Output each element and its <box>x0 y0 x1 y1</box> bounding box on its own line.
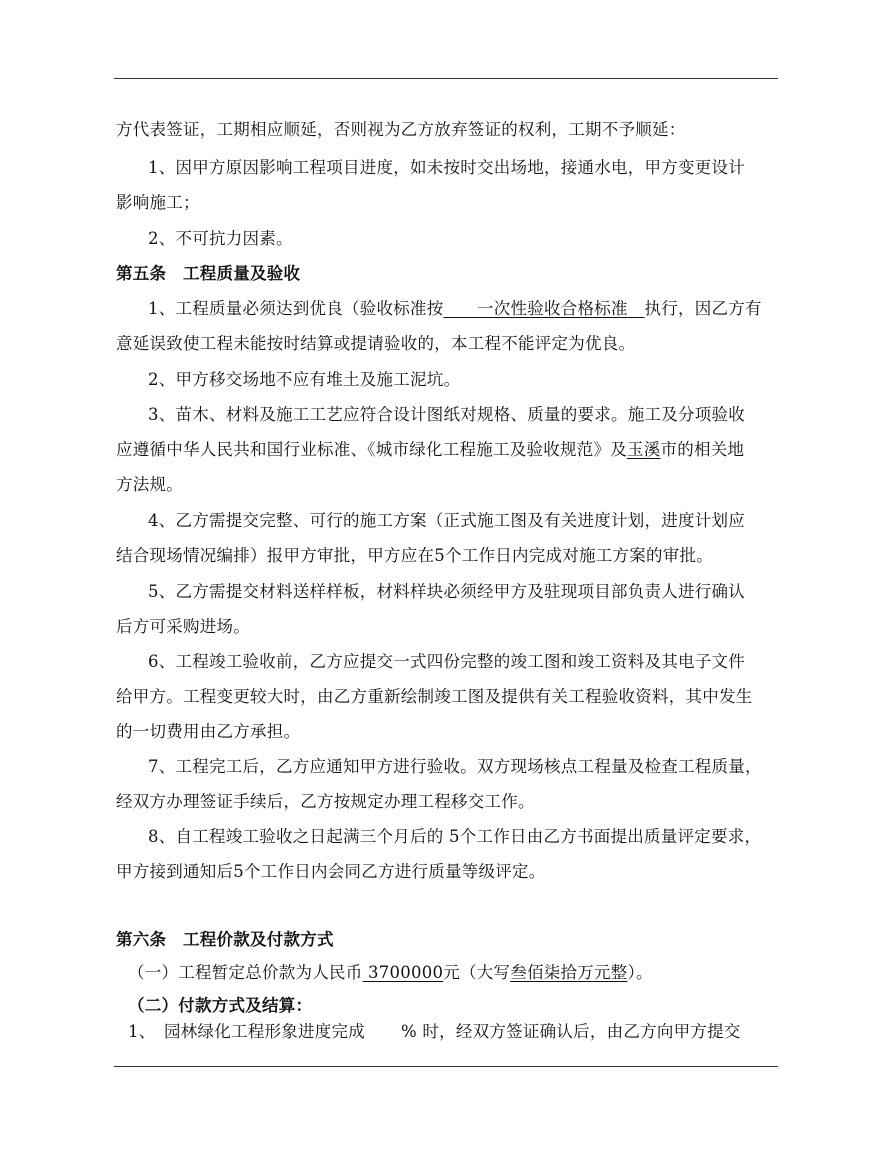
paragraph-line: 后方可采购进场。 <box>116 617 250 636</box>
paragraph-line <box>128 1022 798 1042</box>
total-price-value: 3700000 <box>368 963 444 982</box>
text-segment: 应遵循中华人民共和国行业标准、《城市绿化工程施工及验收规范》及 <box>116 440 627 459</box>
acceptance-standard-value: 一次性验收合格标准 <box>477 299 628 318</box>
text-segment: % 时，经双方签证确认后，由乙方向甲方提交 <box>401 1022 741 1041</box>
city-field: 玉溪 <box>627 440 661 459</box>
total-price-field <box>363 963 444 982</box>
text-segment: 市的相关地 <box>660 440 745 459</box>
text-segment: 1、 园林绿化工程形象进度完成 <box>128 1022 365 1041</box>
header-rule <box>114 78 778 79</box>
paragraph-line: 3、苗木、材料及施工工艺应符合设计图纸对规格、质量的要求。施工及分项验收 <box>148 405 745 424</box>
paragraph-line <box>148 299 818 319</box>
paragraph-line <box>128 963 798 983</box>
paragraph-line: 影响施工； <box>116 193 200 212</box>
paragraph-line: 方代表签证，工期相应顺延，否则视为乙方放弃签证的权利，工期不予顺延： <box>116 120 686 139</box>
acceptance-standard-field <box>444 299 645 318</box>
section-heading-6: 第六条 工程价款及付款方式 <box>116 930 334 949</box>
total-price-words-field: 叁佰柒拾万元整 <box>510 963 628 982</box>
paragraph-line: 意延误致使工程未能按时结算或提请验收的，本工程不能评定为优良。 <box>116 334 636 353</box>
text-segment: ）。 <box>627 963 653 982</box>
paragraph-line: 方法规。 <box>116 475 183 494</box>
paragraph-line: 经双方办理签证手续后，乙方按规定办理工程移交工作。 <box>116 792 535 811</box>
paragraph-line: 甲方接到通知后5个工作日内会同乙方进行质量等级评定。 <box>116 862 546 881</box>
paragraph-line: 4、乙方需提交完整、可行的施工方案（正式施工图及有关进度计划，进度计划应 <box>148 511 745 530</box>
paragraph-line: 1、因甲方原因影响工程项目进度，如未按时交出场地，接通水电，甲方变更设计 <box>148 158 745 177</box>
paragraph-line: 给甲方。工程变更较大时，由乙方重新绘制竣工图及提供有关工程验收资料，其中发生 <box>116 687 753 706</box>
paragraph-line: 8、自工程竣工验收之日起满三个月后的 5个工作日由乙方书面提出质量评定要求， <box>148 827 762 846</box>
footer-rule <box>114 1066 778 1067</box>
text-segment: （一）工程暂定总价款为人民币 <box>128 963 363 982</box>
text-segment: 1、工程质量必须达到优良（验收标准按 <box>148 299 444 318</box>
text-segment: 执行，因乙方有 <box>644 299 762 318</box>
paragraph-line: 2、不可抗力因素。 <box>148 229 293 248</box>
paragraph-line: 结合现场情况编排）报甲方审批，甲方应在5个工作日内完成对施工方案的审批。 <box>116 546 713 565</box>
paragraph-line: 6、工程竣工验收前，乙方应提交一式四份完整的竣工图和竣工资料及其电子文件 <box>148 652 745 671</box>
text-segment: 元（大写 <box>443 963 511 982</box>
paragraph-line: 7、工程完工后，乙方应通知甲方进行验收。双方现场核点工程量及检查工程质量， <box>148 757 762 776</box>
paragraph-line: 5、乙方需提交材料送样样板，材料样块必须经甲方及驻现项目部负责人进行确认 <box>148 582 745 601</box>
paragraph-line: 2、甲方移交场地不应有堆土及施工泥坑。 <box>148 370 461 389</box>
paragraph-line: 的一切费用由乙方承担。 <box>116 722 301 741</box>
paragraph-line <box>116 440 786 460</box>
section-heading-5: 第五条 工程质量及验收 <box>116 264 301 283</box>
payment-subheading: （二）付款方式及结算： <box>128 996 313 1015</box>
